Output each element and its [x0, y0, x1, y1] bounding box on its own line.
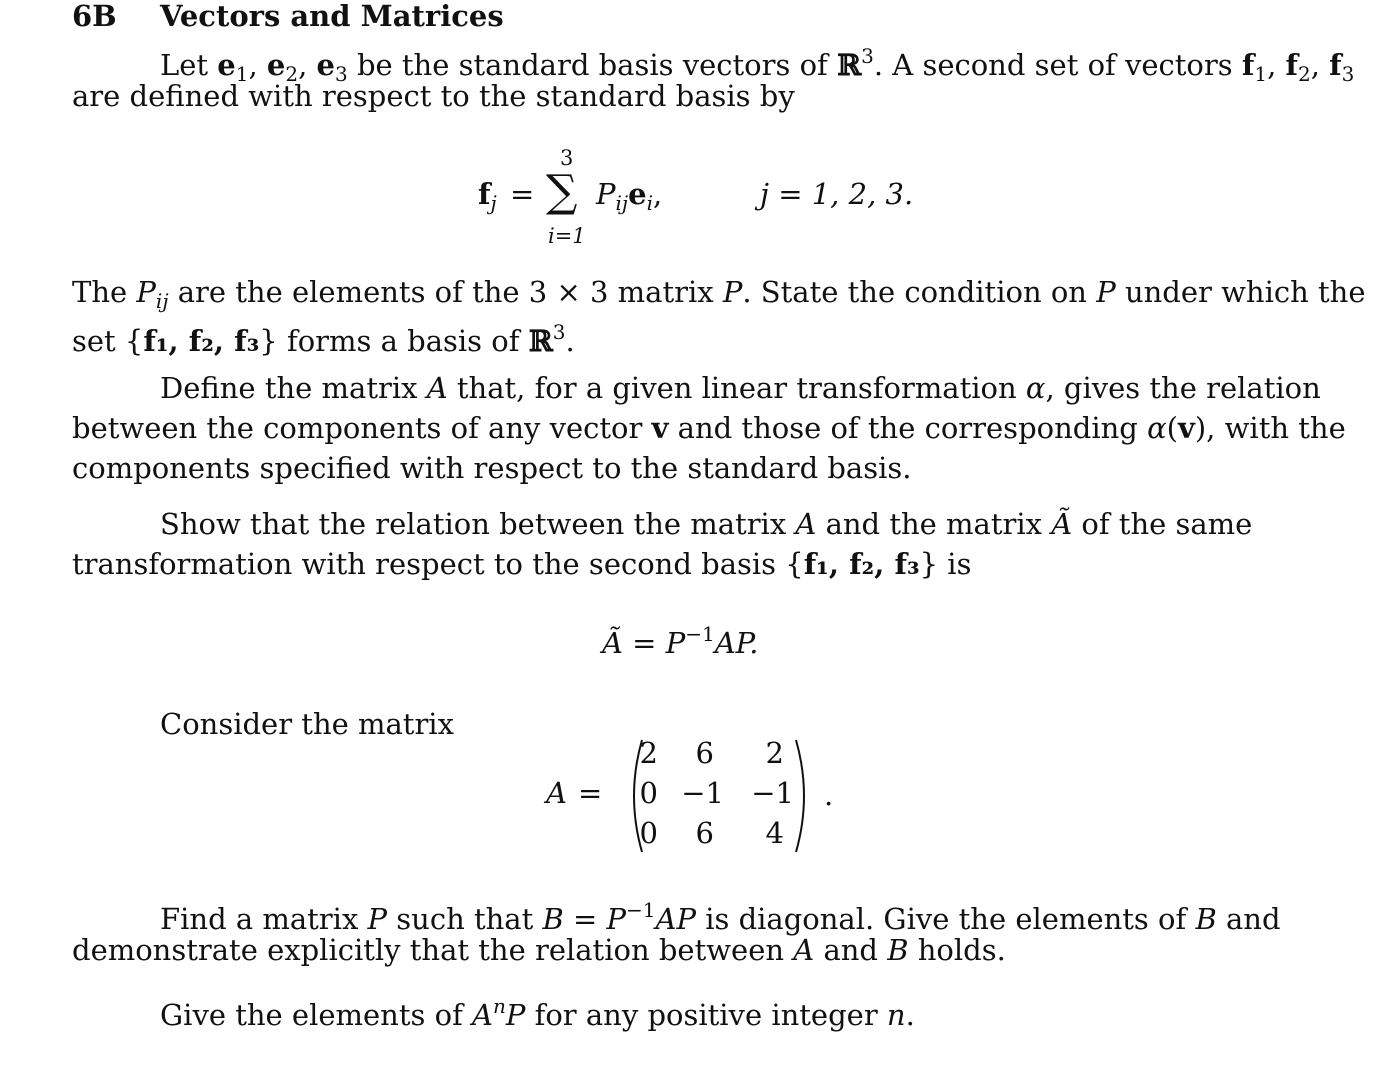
P-symbol: P: [1096, 275, 1116, 309]
A-tilde-symbol: Ã: [1051, 507, 1073, 541]
eq2-rhs: AP.: [714, 626, 759, 660]
matrix-cell: 4: [765, 816, 784, 850]
ei-index: i: [646, 191, 653, 215]
matrix-equals: =: [578, 776, 603, 810]
ei-symbol: e: [628, 177, 647, 211]
f3-symbol: f: [1329, 48, 1342, 82]
p4-b: and the matrix: [825, 507, 1042, 541]
alpha-symbol: α: [1025, 371, 1046, 405]
eq1-equals: =: [510, 177, 535, 211]
fj-index: j: [490, 191, 497, 215]
inverse-exponent: −1: [685, 622, 715, 646]
f2-symbol: f: [1285, 48, 1298, 82]
equals-sign: =: [632, 626, 657, 660]
comma: ,: [1310, 48, 1320, 82]
fj-symbol: f: [478, 177, 491, 211]
sum-lower-limit: i=1: [548, 224, 586, 248]
p6-d: and: [1225, 902, 1281, 936]
p2-set-close: } forms a basis of: [259, 324, 520, 358]
v-symbol: v: [651, 411, 669, 445]
e3-symbol: e: [316, 48, 335, 82]
inverse-exponent: −1: [626, 898, 656, 922]
equals-sign: =: [573, 902, 598, 936]
AP-symbol: AP: [655, 902, 696, 936]
p3-line2: [72, 408, 1346, 448]
e3-index: 3: [335, 62, 348, 86]
f1-index: 1: [1254, 62, 1268, 86]
n-symbol: n: [886, 998, 906, 1032]
p3-d: between the components of any vector: [72, 411, 643, 445]
P-symbol: P: [505, 998, 526, 1032]
matrix-lhs: A: [546, 776, 567, 810]
p3-f: ), with the: [1194, 411, 1346, 445]
f1-symbol: f: [1241, 48, 1255, 82]
alpha-symbol: α: [1147, 411, 1167, 445]
B-symbol: B: [1195, 902, 1217, 936]
p2-the: The: [72, 275, 128, 309]
P-index: ij: [615, 191, 629, 215]
p3-e: and those of the corresponding: [677, 411, 1138, 445]
basis-set: f₁, f₂, f₃: [803, 547, 920, 581]
A-symbol: A: [793, 933, 815, 967]
matrix-cell: 6: [695, 736, 714, 770]
matrix-right-paren: [792, 738, 814, 854]
p4-d: transformation with respect to the second basis {: [72, 547, 804, 581]
p6-e: demonstrate explicitly that the relation between: [72, 933, 785, 967]
eq1-range: j = 1, 2, 3.: [760, 177, 914, 211]
B-symbol: B: [887, 933, 909, 967]
A-tilde-symbol: Ã: [602, 626, 623, 660]
p6-b: such that: [396, 902, 534, 936]
eq2: [602, 614, 759, 663]
p1-let: Let: [160, 48, 209, 82]
power-n: n: [492, 994, 506, 1018]
e2-index: 2: [285, 62, 299, 86]
A-symbol: A: [795, 507, 817, 541]
p7-a: Give the elements of: [160, 998, 463, 1032]
P-symbol: P: [367, 902, 388, 936]
eq1-rhs: [596, 174, 662, 223]
P-symbol: P: [722, 275, 743, 309]
p3-line1: [160, 368, 1321, 408]
p3-a: Define the matrix: [160, 371, 418, 405]
comma: ,: [1267, 48, 1277, 82]
open-paren: (: [1166, 411, 1178, 445]
p4-e: } is: [919, 547, 972, 581]
sum-sign: ∑: [546, 166, 578, 217]
matrix-cell: 0: [639, 816, 658, 850]
P-symbol: P: [136, 275, 156, 309]
p6-a: Find a matrix: [160, 902, 359, 936]
reals-symbol: ℝ: [837, 48, 862, 82]
matrix-cell: 0: [639, 776, 658, 810]
p2-set-open: set {: [72, 324, 144, 358]
p6-f: and: [823, 933, 878, 967]
p1-mid: be the standard basis vectors of: [356, 48, 828, 82]
p1-mid2: . A second set of vectors: [873, 48, 1233, 82]
p4-line1: [160, 504, 1252, 544]
p2-rest: are the elements of the 3 × 3 matrix: [177, 275, 714, 309]
sum-upper-limit: 3: [560, 146, 574, 170]
basis-set: f₁, f₂, f₃: [143, 324, 260, 358]
reals-exponent: 3: [552, 320, 566, 344]
P-symbol: P: [606, 902, 627, 936]
p7-line: [160, 986, 915, 1035]
e1-index: 1: [235, 62, 249, 86]
v-symbol: v: [1178, 411, 1195, 445]
matrix-cell: −1: [751, 776, 794, 810]
reals-exponent: 3: [861, 44, 874, 68]
p4-c: of the same: [1081, 507, 1253, 541]
p6-c: is diagonal. Give the elements of: [705, 902, 1187, 936]
eq1-lhs: [478, 174, 497, 223]
p4-a: Show that the relation between the matrix: [160, 507, 787, 541]
f3-index: 3: [1341, 62, 1355, 86]
p2-rest2: . State the condition on: [742, 275, 1087, 309]
comma: ,: [248, 48, 258, 82]
P-symbol: P: [596, 177, 616, 211]
p7-b: for any positive integer: [534, 998, 878, 1032]
matrix-cell: −1: [681, 776, 724, 810]
p3-line3: components specified with respect to the standard basis.: [72, 451, 912, 485]
P-symbol: P: [665, 626, 686, 660]
B-symbol: B: [542, 902, 564, 936]
f2-index: 2: [1297, 62, 1311, 86]
p6-line2: [72, 930, 1006, 970]
e1-symbol: e: [217, 48, 236, 82]
reals-symbol: ℝ: [528, 324, 553, 358]
p6-g: holds.: [917, 933, 1006, 967]
P-index: ij: [155, 289, 169, 313]
matrix-period: .: [824, 778, 834, 812]
comma: ,: [652, 177, 663, 211]
comma: ,: [298, 48, 308, 82]
period: .: [565, 324, 575, 358]
p2-line2: [72, 312, 575, 361]
period: .: [905, 998, 915, 1032]
section-number: 6B: [72, 0, 117, 33]
p3-b: that, for a given linear transformation: [456, 371, 1017, 405]
p1-line2: are defined with respect to the standard basis by: [72, 79, 795, 113]
p2-rest3: under which the: [1124, 275, 1366, 309]
p5-text: Consider the matrix: [160, 707, 454, 741]
matrix-cell: 2: [639, 736, 658, 770]
p4-line2: [72, 544, 971, 584]
matrix-cell: 6: [695, 816, 714, 850]
p3-c: , gives the relation: [1045, 371, 1321, 405]
section-title: Vectors and Matrices: [160, 0, 504, 33]
A-symbol: A: [426, 371, 448, 405]
e2-symbol: e: [266, 48, 286, 82]
A-symbol: A: [472, 998, 493, 1032]
matrix-cell: 2: [765, 736, 784, 770]
